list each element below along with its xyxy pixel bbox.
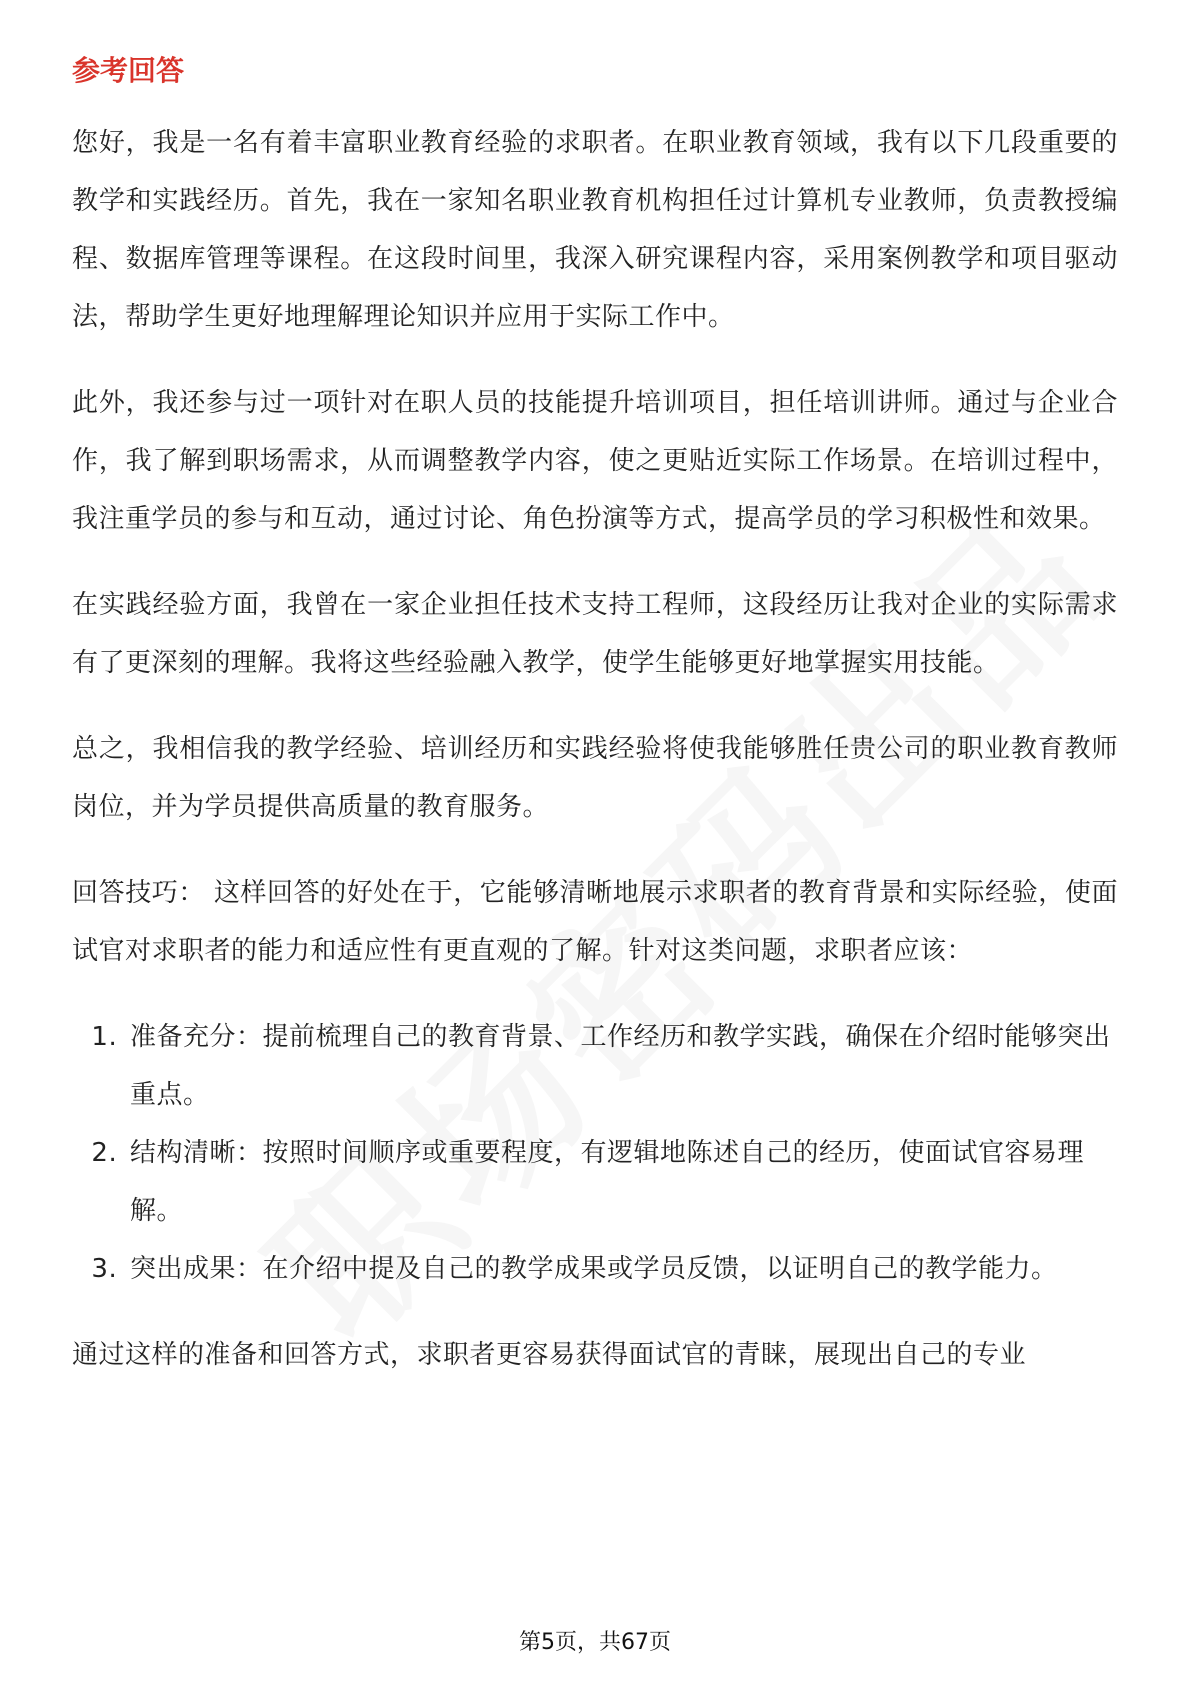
list-item: 3. 突出成果：在介绍中提及自己的教学成果或学员反馈，以证明自己的教学能力。 <box>126 1240 1118 1298</box>
tips-list <box>72 1008 1118 1298</box>
section-heading: 参考回答 <box>72 54 185 87</box>
list-item: 2. 结构清晰：按照时间顺序或重要程度，有逻辑地陈述自己的经历，使面试官容易理解。 <box>126 1124 1118 1240</box>
paragraph-closing: 通过这样的准备和回答方式，求职者更容易获得面试官的青睐，展现出自己的专业 <box>72 1340 1027 1370</box>
paragraph-tips-intro: 回答技巧： 这样回答的好处在于，它能够清晰地展示求职者的教育背景和实际经验，使面试官对求职者的能力和适应性有更直观的了解。针对这类问题，求职者应该： <box>72 878 1118 966</box>
page-number: 第5页，共67页 <box>519 1630 671 1655</box>
paragraph-intro: 您好，我是一名有着丰富职业教育经验的求职者。在职业教育领域，我有以下几段重要的教学和实践经历。首先，我在一家知名职业教育机构担任过计算机专业教师，负责教授编程、数据库管理等课程。在这段时间里，我深入研究课程内容，采用案例教学和项目驱动法，帮助学生更好地理解理论知识并应用于实际工作中。 <box>72 128 1118 332</box>
list-item: 1. 准备充分：提前梳理自己的教育背景、工作经历和教学实践，确保在介绍时能够突出重点。 <box>126 1008 1118 1124</box>
paragraph-practice: 在实践经验方面，我曾在一家企业担任技术支持工程师，这段经历让我对企业的实际需求有了更深刻的理解。我将这些经验融入教学，使学生能够更好地掌握实用技能。 <box>72 590 1118 678</box>
paragraph-training: 此外，我还参与过一项针对在职人员的技能提升培训项目，担任培训讲师。通过与企业合作，我了解到职场需求，从而调整教学内容，使之更贴近实际工作场景。在培训过程中，我注重学员的参与和互动，通过讨论、角色扮演等方式，提高学员的学习积极性和效果。 <box>72 388 1118 534</box>
paragraph-summary: 总之，我相信我的教学经验、培训经历和实践经验将使我能够胜任贵公司的职业教育教师岗位，并为学员提供高质量的教育服务。 <box>72 734 1118 822</box>
document-content <box>72 48 1118 1412</box>
